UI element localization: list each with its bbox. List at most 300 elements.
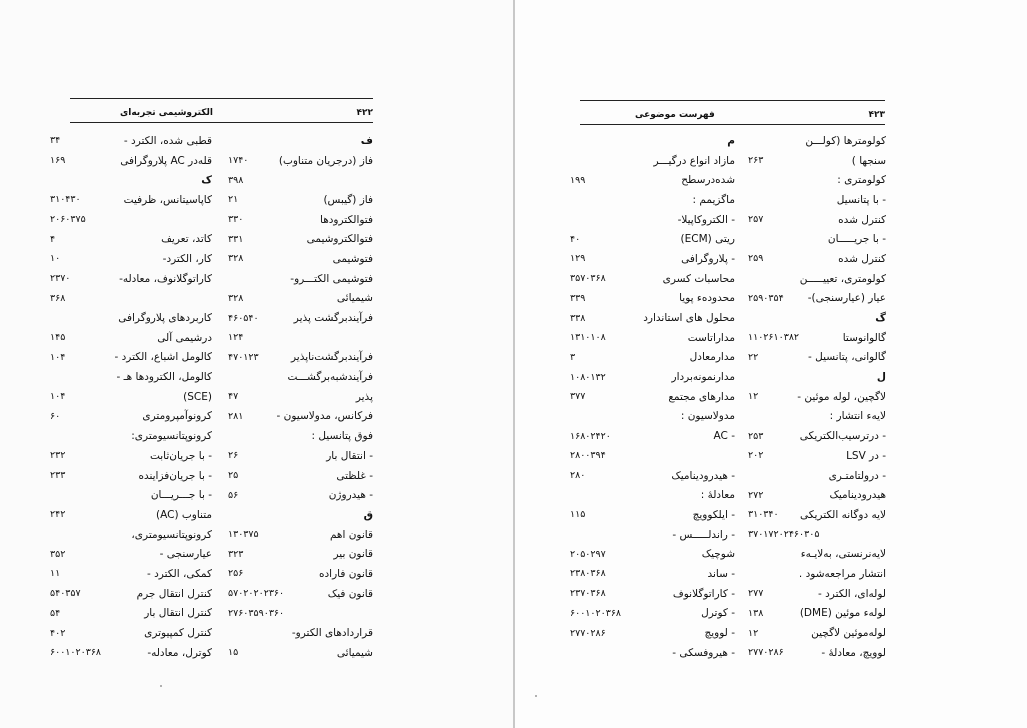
index-entry xyxy=(748,525,886,545)
index-entry xyxy=(570,604,735,624)
index-entry xyxy=(228,367,373,387)
index-entry xyxy=(50,584,212,604)
index-column-left xyxy=(570,131,735,663)
index-term: فرآیندبرگشت پذیر xyxy=(293,312,373,325)
index-term: کرونوپتانسیومتری، xyxy=(131,528,212,541)
index-term: کولومتری، تعییـــــن xyxy=(799,272,886,285)
index-term: شوچیک xyxy=(701,548,735,561)
index-term: - الکتروکاپیلا- xyxy=(677,213,735,226)
page-refs: ۲۰۵۰۲۹۷ xyxy=(570,548,606,560)
page-refs: ۲۵ xyxy=(228,470,239,482)
page-refs: ۲۵۶ xyxy=(228,568,244,580)
index-entry xyxy=(228,269,373,289)
index-term: لوله‌ای، الکترد - xyxy=(818,587,886,600)
index-entry xyxy=(228,426,373,446)
page-refs: ۲۳۳ xyxy=(50,470,66,482)
page-refs: ۲۳۷۰۳۶۸ xyxy=(570,588,606,600)
page-refs: ۲۵۷ xyxy=(748,214,764,226)
index-term: قانون اهم xyxy=(329,528,373,541)
index-entry xyxy=(570,190,735,210)
index-term: مدولاسیون : xyxy=(680,410,735,423)
page-refs: ۲۸۱ xyxy=(228,410,244,422)
page-refs: ۴۶۰۵۴۰ xyxy=(228,312,259,324)
page-refs: ۳۳۹ xyxy=(570,292,586,304)
index-entry xyxy=(228,604,373,624)
index-term: گالوانوستا xyxy=(842,331,886,344)
index-term: عیار‌سنجی - xyxy=(159,548,212,561)
page-refs: ۲۳۷۰ xyxy=(50,273,71,285)
index-entry xyxy=(50,623,212,643)
left-page-header xyxy=(70,108,373,118)
index-entry xyxy=(228,308,373,328)
page-refs: ۳۲۳ xyxy=(228,548,244,560)
index-term: - کوترل xyxy=(701,607,735,620)
index-entry xyxy=(748,485,886,505)
index-entry xyxy=(50,289,212,309)
index-term: گالوانی، پتانسیل - xyxy=(808,351,886,364)
index-term: - هیدرودینامیک xyxy=(671,469,735,482)
index-entry xyxy=(570,210,735,230)
index-term: - راندلـــــس - xyxy=(672,528,735,541)
page-refs: ۱۲ xyxy=(748,627,759,639)
index-term: - با جریان‌ثابت xyxy=(149,449,212,462)
index-term: ف xyxy=(360,134,373,147)
page-refs: ۱۰۸۰۱۳۲ xyxy=(570,371,606,383)
page-refs: ۲۲ xyxy=(748,351,759,363)
index-term: قراردادهای الکترو- xyxy=(291,627,373,640)
index-entry xyxy=(570,249,735,269)
page-refs: ۱۱۰۲۶۱۰۳۸۲ xyxy=(748,332,800,344)
index-entry xyxy=(50,348,212,368)
index-term: - AC xyxy=(713,430,735,443)
page-refs: ۲۶۳ xyxy=(748,155,764,167)
index-term: قانون فاراده xyxy=(319,567,373,580)
index-term: لوویچ، معادلهٔ - xyxy=(821,646,886,659)
index-entry xyxy=(50,229,212,249)
index-entry xyxy=(228,643,373,663)
index-entry xyxy=(748,544,886,564)
index-term: هیدرودینامیک xyxy=(829,489,886,502)
index-term: قانون بیر xyxy=(333,548,373,561)
page-refs: ۲۴۲ xyxy=(50,509,66,521)
index-term: فاز (درجریان متناوب) xyxy=(278,154,373,167)
index-entry xyxy=(50,446,212,466)
index-entry xyxy=(748,151,886,171)
page-refs: ۲۵۹۰۳۵۴ xyxy=(748,292,784,304)
page-refs: ۱۳۱۰۱۰۸ xyxy=(570,332,606,344)
page-refs: ۵۶ xyxy=(228,489,239,501)
index-entry xyxy=(50,407,212,427)
index-term: کاربردهای پلاروگرافی xyxy=(118,312,212,325)
index-term: قطبی شده، الکترد - xyxy=(123,134,212,147)
page-refs: ۲۷۷ xyxy=(748,588,764,600)
page-refs: ۲۷۷۰۲۸۶ xyxy=(748,647,784,659)
index-term: - با جریان‌فزاینده xyxy=(138,469,212,482)
index-entry xyxy=(50,367,212,387)
index-entry xyxy=(228,466,373,486)
index-entry xyxy=(570,466,735,486)
index-entry xyxy=(228,229,373,249)
index-term: (SCE) xyxy=(183,390,212,403)
index-entry xyxy=(570,544,735,564)
index-entry xyxy=(570,289,735,309)
index-entry xyxy=(50,426,212,446)
index-term: کالومل، الکترودها هـ - xyxy=(116,371,212,384)
index-entry xyxy=(570,308,735,328)
page-refs: ۳۳۱ xyxy=(228,233,244,245)
index-entry xyxy=(748,623,886,643)
index-term: - کاراتوگلانوف xyxy=(672,587,735,600)
index-entry xyxy=(228,564,373,584)
page-refs: ۳۲۸ xyxy=(228,253,244,265)
index-term: فوق پتانسیل : xyxy=(311,430,373,443)
index-term: مازاد انواع درگیـــر xyxy=(653,154,735,167)
index-entry xyxy=(748,170,886,190)
index-entry xyxy=(570,387,735,407)
index-term: مدارمعادل xyxy=(689,351,735,364)
page-refs: ۲۷۶۰۳۵۹۰۳۶۰ xyxy=(228,607,285,619)
index-term: شیمیائی xyxy=(336,646,373,659)
page-number: ۴۲۳ xyxy=(868,110,885,120)
page-refs: ۱۰۴ xyxy=(50,351,66,363)
index-term: لایه دوگانه الکتریکی xyxy=(799,508,886,521)
page-refs: ۳۳۸ xyxy=(570,312,586,324)
index-entry xyxy=(748,249,886,269)
index-term: کاتد، تعریف xyxy=(161,233,212,246)
index-term: مداراتاست xyxy=(687,331,735,344)
page-refs: ۲۳۲ xyxy=(50,450,66,462)
index-entry xyxy=(50,544,212,564)
index-entry xyxy=(228,131,373,151)
running-title: فهرست موضوعی xyxy=(635,110,715,120)
page-refs: ۴۷۰۱۲۳ xyxy=(228,351,259,363)
index-entry xyxy=(748,348,886,368)
page-refs: ۱۶۹ xyxy=(50,155,66,167)
index-entry xyxy=(570,367,735,387)
index-term: فاز (گیبس) xyxy=(323,193,373,206)
index-column-right xyxy=(228,131,373,663)
index-term: لایه‌ء انتشار : xyxy=(829,410,886,423)
index-entry xyxy=(228,151,373,171)
index-term: لایه‌نرنستی، به‌لایـه‌ء xyxy=(800,548,886,561)
index-entry xyxy=(748,584,886,604)
index-entry xyxy=(228,249,373,269)
index-term: شده‌درسطح xyxy=(681,174,735,187)
index-term: ماگزیمم : xyxy=(692,193,735,206)
index-term: - درولتامتـری xyxy=(828,469,886,482)
index-entry xyxy=(50,151,212,171)
index-term: کنترل انتقال جرم xyxy=(136,587,212,600)
index-term: معادلهٔ : xyxy=(700,489,735,502)
right-page xyxy=(515,0,1027,728)
index-term: - درترسیب‌الکتریکی xyxy=(799,430,886,443)
page-refs: ۱۲۴ xyxy=(228,332,244,344)
page-number: ۴۲۲ xyxy=(356,108,373,118)
index-entry xyxy=(228,584,373,604)
index-term: کوترل، معادله- xyxy=(147,646,212,659)
page-refs: ۳۶۸ xyxy=(50,292,66,304)
index-entry xyxy=(50,210,212,230)
index-term: - پلاروگرافی xyxy=(681,252,735,265)
index-entry xyxy=(50,308,212,328)
index-entry xyxy=(748,229,886,249)
index-entry xyxy=(50,505,212,525)
index-entry xyxy=(570,328,735,348)
index-entry xyxy=(50,131,212,151)
page-refs: ۵۴۰۳۵۷ xyxy=(50,588,81,600)
index-term: مدارهای مجتمع xyxy=(668,390,735,403)
index-entry xyxy=(748,367,886,387)
index-entry xyxy=(228,623,373,643)
index-entry xyxy=(748,564,886,584)
index-entry xyxy=(228,328,373,348)
index-term: محاسبات کسری xyxy=(662,272,735,285)
index-term: ل xyxy=(876,371,886,384)
index-entry xyxy=(228,544,373,564)
page-refs: ۳۹۸ xyxy=(228,174,244,186)
index-entry xyxy=(748,426,886,446)
index-term: ق xyxy=(363,508,373,521)
index-entry xyxy=(748,446,886,466)
index-term: ک xyxy=(201,174,212,187)
running-title: الکتروشیمی تجربه‌ای xyxy=(120,108,213,118)
page-refs: ۳۳۰ xyxy=(228,214,244,226)
index-term: - لوویچ xyxy=(704,627,735,640)
index-term: کنترل شده xyxy=(838,252,886,265)
index-term: - در LSV xyxy=(846,449,886,462)
index-term: فرکانس، مدولاسیون - xyxy=(276,410,373,423)
index-term: - با جریـــــان xyxy=(827,233,886,246)
index-entry xyxy=(50,525,212,545)
page-refs: ۱۴۵ xyxy=(50,332,66,344)
index-entry xyxy=(228,485,373,505)
page-refs: ۴۰ xyxy=(570,233,581,245)
index-entry xyxy=(50,485,212,505)
page-refs: ۲۱ xyxy=(228,194,239,206)
index-term: فرآیندبرگشت‌ناپذیر xyxy=(291,351,373,364)
index-term: - هیروفسکی - xyxy=(672,646,735,659)
index-entry xyxy=(50,328,212,348)
page-refs: ۴۷ xyxy=(228,391,239,403)
page-refs: ۴۰۲ xyxy=(50,627,66,639)
index-term: کمکی، الکترد - xyxy=(146,567,212,580)
index-entry xyxy=(570,446,735,466)
index-entry xyxy=(748,328,886,348)
page-refs: ۴ xyxy=(50,233,56,245)
page-refs: ۲۶ xyxy=(228,450,239,462)
index-term: انتشار مراجعه‌شود . xyxy=(798,567,886,580)
page-refs: ۳۱۰۳۴۰ xyxy=(748,509,779,521)
index-entry xyxy=(228,210,373,230)
scan-speck xyxy=(535,695,537,697)
page-refs: ۲۸۰ xyxy=(570,470,586,482)
page-refs: ۱۲۹ xyxy=(570,253,586,265)
index-entry xyxy=(50,643,212,663)
index-term: - با جـــریـــان xyxy=(150,489,212,502)
page-refs: ۱۳۰۳۷۵ xyxy=(228,529,259,541)
index-entry xyxy=(748,190,886,210)
index-term: فتوشیمی الکتـــرو- xyxy=(290,272,373,285)
index-term: مدارنمونه‌بردار xyxy=(671,371,735,384)
index-term: کاراتوگلانوف، معادله- xyxy=(119,272,212,285)
index-entry xyxy=(748,466,886,486)
index-term: کنترل شده xyxy=(838,213,886,226)
index-entry xyxy=(748,407,886,427)
index-term: محدوده‌ء پویا xyxy=(679,292,735,305)
page-refs: ۳۲۸ xyxy=(228,292,244,304)
page-refs: ۱۰۴ xyxy=(50,391,66,403)
page-refs: ۲۷۲ xyxy=(748,489,764,501)
index-entry xyxy=(228,348,373,368)
index-term: سنجها ) xyxy=(851,154,886,167)
index-term: کرونوآمپرومتری xyxy=(142,410,212,423)
index-entry xyxy=(748,505,886,525)
page-refs: ۳۵۲ xyxy=(50,548,66,560)
page-refs: ۳۴ xyxy=(50,135,61,147)
index-term: گ xyxy=(875,312,886,325)
index-term: - ایلکوویچ xyxy=(692,508,735,521)
index-entry xyxy=(748,131,886,151)
left-page xyxy=(0,0,513,728)
page-refs: ۲۵۳ xyxy=(748,430,764,442)
index-term: پذیر xyxy=(355,390,373,403)
index-term: لوله‌ء موئین (DME) xyxy=(799,607,886,620)
index-entry xyxy=(570,426,735,446)
index-entry xyxy=(570,229,735,249)
index-entry xyxy=(228,505,373,525)
index-entry xyxy=(570,525,735,545)
page-refs: ۳ xyxy=(570,351,576,363)
index-entry xyxy=(570,643,735,663)
index-entry xyxy=(570,131,735,151)
index-entry xyxy=(570,170,735,190)
index-term: شیمیائی xyxy=(336,292,373,305)
page-refs: ۱۹۹ xyxy=(570,174,586,186)
index-term: درشیمی آلی xyxy=(157,331,212,344)
index-entry xyxy=(228,190,373,210)
index-entry xyxy=(228,407,373,427)
page-refs: ۶۰۰۱۰۲۰۳۶۸ xyxy=(570,607,622,619)
index-entry xyxy=(748,643,886,663)
page-refs: ۳۵۷۰۳۶۸ xyxy=(570,273,606,285)
page-refs: ۵۴ xyxy=(50,607,61,619)
index-entry xyxy=(748,604,886,624)
index-entry xyxy=(570,269,735,289)
page-refs: ۳۷۷ xyxy=(570,391,586,403)
index-entry xyxy=(50,387,212,407)
page-refs: ۲۰۲ xyxy=(748,450,764,462)
index-entry xyxy=(570,407,735,427)
index-term: فتوالکتروشیمی xyxy=(306,233,373,246)
index-term: متناوب (AC) xyxy=(155,508,212,521)
index-entry xyxy=(570,485,735,505)
index-term: - هیدروژن xyxy=(328,489,373,502)
page-refs: ۲۵۹ xyxy=(748,253,764,265)
index-term: - ساند xyxy=(707,567,735,580)
index-term: - انتقال بار xyxy=(326,449,373,462)
page-refs: ۳۱۰۴۳۰ xyxy=(50,194,81,206)
right-page-header xyxy=(580,110,885,120)
index-entry xyxy=(228,387,373,407)
page-refs: ۱۷۴۰ xyxy=(228,155,249,167)
index-term: کولومترها (کولـــن xyxy=(805,134,886,147)
index-entry xyxy=(570,151,735,171)
index-term: ریتی (ECM) xyxy=(680,233,735,246)
index-entry xyxy=(50,170,212,190)
index-term: لاگچین، لوله موئین - xyxy=(797,390,886,403)
index-entry xyxy=(570,584,735,604)
index-term: - غلظتی xyxy=(336,469,373,482)
index-term: فتوالکترودها xyxy=(320,213,373,226)
index-term: محلول های استاندارد xyxy=(643,312,735,325)
index-entry xyxy=(50,466,212,486)
index-term: کاپاسیتانس، ظرفیت xyxy=(123,193,212,206)
index-term: کرونوپتانسیومتری: xyxy=(131,430,212,443)
page-refs: ۱۱ xyxy=(50,568,61,580)
page-refs: ۱۲ xyxy=(748,391,759,403)
index-term: قله‌در AC پلاروگرافی xyxy=(120,154,212,167)
index-term: کار، الکترد- xyxy=(162,252,212,265)
index-entry xyxy=(748,289,886,309)
index-entry xyxy=(50,604,212,624)
page-refs: ۲۷۷۰۲۸۶ xyxy=(570,627,606,639)
page-refs: ۳۷۰۱۷۲۰۲۴۶۰۳۰۵ xyxy=(748,529,820,541)
index-term: م xyxy=(727,134,735,147)
index-entry xyxy=(570,505,735,525)
index-entry xyxy=(50,249,212,269)
index-entry xyxy=(748,210,886,230)
index-entry xyxy=(570,348,735,368)
index-term: کنترل کمپیوتری xyxy=(144,627,212,640)
index-column-right xyxy=(748,131,886,663)
page-refs: ۲۰۶۰۳۷۵ xyxy=(50,214,86,226)
page-refs: ۵۷۰۲۰۲۰۲۳۶۰ xyxy=(228,588,285,600)
index-term: لوله‌موئین لاگچین xyxy=(811,627,886,640)
index-entry xyxy=(570,623,735,643)
index-term: کنترل انتقال بار xyxy=(144,607,212,620)
index-term: کولومتری : xyxy=(837,174,886,187)
index-column-left xyxy=(50,131,212,663)
index-entry xyxy=(50,564,212,584)
index-entry xyxy=(570,564,735,584)
index-term: فرآیندشبه‌برگشـــت xyxy=(287,371,373,384)
index-term: فتوشیمی xyxy=(332,252,373,265)
index-entry xyxy=(50,269,212,289)
page-refs: ۱۵ xyxy=(228,647,239,659)
index-term: - با پتانسیل xyxy=(836,193,886,206)
index-entry xyxy=(50,190,212,210)
page-refs: ۱۰ xyxy=(50,253,61,265)
index-entry xyxy=(228,525,373,545)
index-entry xyxy=(228,289,373,309)
page-refs: ۶۰۰۱۰۲۰۳۶۸ xyxy=(50,647,102,659)
scan-speck xyxy=(160,685,162,687)
index-entry xyxy=(228,170,373,190)
page-refs: ۲۸۰۰۳۹۴ xyxy=(570,450,606,462)
index-entry xyxy=(748,269,886,289)
index-term: عیار (عیارسنجی)- xyxy=(807,292,886,305)
page-refs: ۱۶۸۰۲۴۲۰ xyxy=(570,430,611,442)
page-refs: ۱۳۸ xyxy=(748,607,764,619)
index-term: قانون فیک xyxy=(327,587,373,600)
page-refs: ۱۱۵ xyxy=(570,509,586,521)
index-entry xyxy=(748,387,886,407)
index-entry xyxy=(228,446,373,466)
index-term: کالومل اشباع، الکترد - xyxy=(114,351,212,364)
page-refs: ۲۳۸۰۳۶۸ xyxy=(570,568,606,580)
page-refs: ۶۰ xyxy=(50,410,61,422)
index-entry xyxy=(748,308,886,328)
